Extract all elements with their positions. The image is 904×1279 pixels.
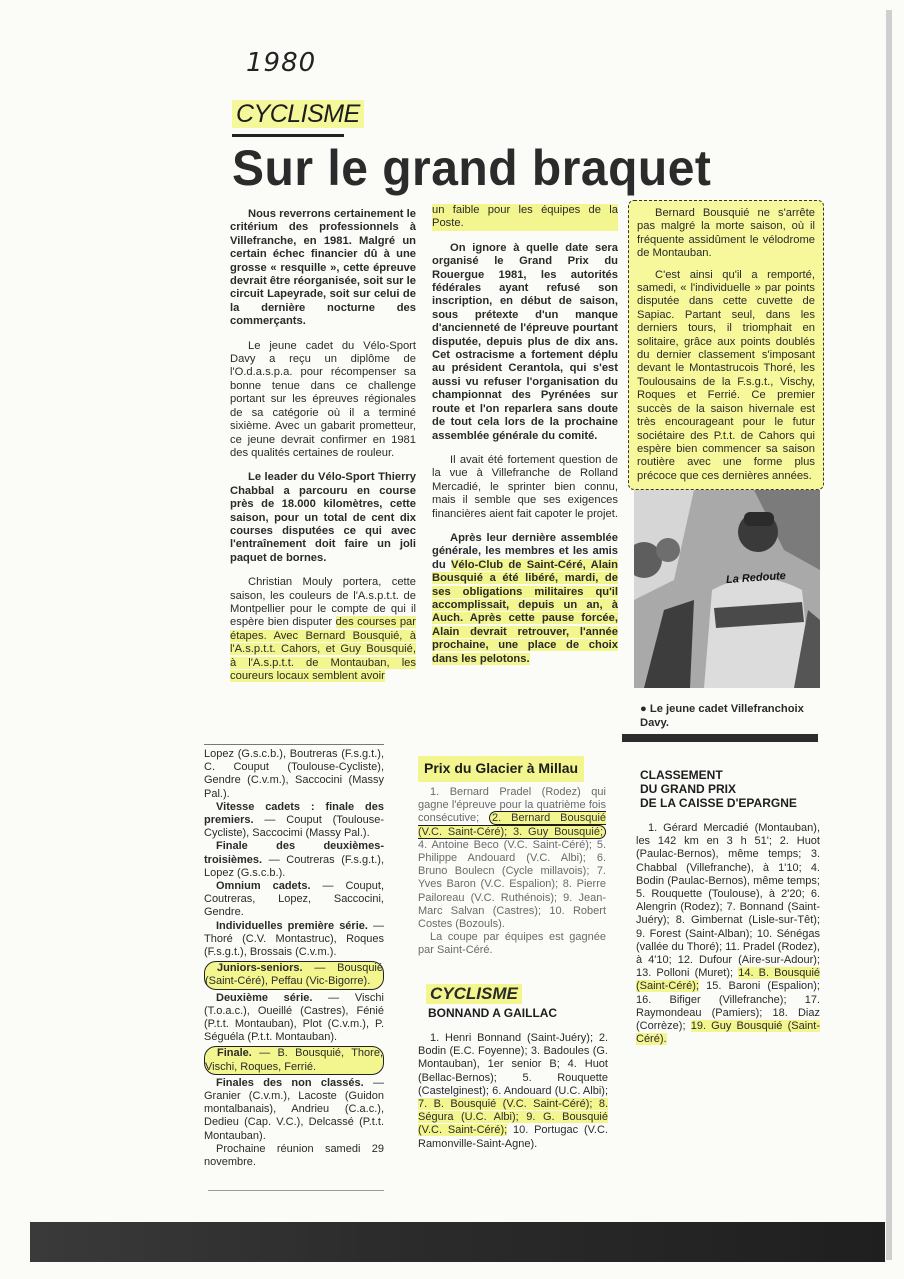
jersey-logo: La Redoute bbox=[725, 569, 787, 587]
mouly-highlight: des courses par étapes. Avec Bernard Bousquié, à l'A.s.p.t.t. Cahors, et Guy Bousquié, à l'A.s.p.t.t. de Montauban, les coureurs locaux semblent avoir bbox=[230, 616, 416, 682]
result-vitesse bbox=[204, 801, 384, 841]
cyclist-illustration bbox=[634, 490, 820, 688]
lead-paragraph: Nous reverrons certainement le critérium des professionnels à Villefranche, en 1981. Malgré un certain échec financier dû à une grosse « resquille », cette épreuve devrait être réorganisée, soit sur le circuit Lapeyrade, soit sur celui de la dernière nocturne des commerçants. bbox=[230, 208, 416, 328]
result-finale-text: — B. Bousquié, Thore, Vischi, Roques, Ferrié. bbox=[205, 1047, 383, 1073]
classement-results bbox=[636, 822, 820, 1046]
mouly-text: Christian Mouly portera, cette saison, les couleurs de l'A.s.p.t.t. de Montpellier pour le compte de qui il espère bien disputer bbox=[230, 576, 416, 629]
result-vitesse-text: — Couput (Toulouse-Cycliste), Saccocimi (Massy Pal.). bbox=[204, 814, 384, 840]
results-column-3 bbox=[636, 822, 820, 1046]
paragraph-leader: Le leader du Vélo-Sport Thierry Chabbal a parcouru en course près de 18.000 kilomètres, cette saison, pour un total de cent dix courses disputées ce qui avec l'entraînement doit faire un joli paquet de bornes. bbox=[230, 471, 416, 564]
scan-edge-right bbox=[886, 10, 892, 1260]
saint-cere-text: Après leur dernière assemblée générale, les membres et les amis du bbox=[432, 531, 618, 571]
results-top-rule bbox=[204, 744, 384, 745]
gaillac-results bbox=[418, 1032, 608, 1151]
result-omnium bbox=[204, 880, 384, 920]
classement-title-line1: CLASSEMENT bbox=[640, 768, 723, 782]
classement-title-line2: DU GRAND PRIX bbox=[640, 782, 737, 796]
article-column-1 bbox=[230, 208, 416, 683]
result-finale-2-3-text: — Coutreras (F.s.g.t.), Lopez (G.s.c.b.). bbox=[204, 853, 384, 879]
result-non-classes-title: Finales des non classés. bbox=[216, 1076, 364, 1089]
result-omnium-text: — Couput, Coutreras, Lopez, Saccocini, Gendre. bbox=[204, 880, 385, 919]
classement-text-c: 15. Baroni (Espalion); 16. Bifiger (Villefranche); 17. Raymondeau (Pamiers); 18. Diaz (Corrèze); bbox=[636, 980, 820, 1033]
classement-text-d: 19. Guy Bousquié (Saint-Céré). bbox=[636, 1020, 821, 1046]
result-finale bbox=[204, 1046, 384, 1074]
result-omnium-title: Omnium cadets. bbox=[216, 880, 311, 893]
gaillac-title: BONNAND A GAILLAC bbox=[428, 1006, 558, 1020]
results-bottom-rule bbox=[208, 1190, 384, 1191]
paragraph-sapiac: C'est ainsi qu'il a remporté, samedi, « l'individuelle » par points disputée dans cette cuvette de Sapiac. Partant seul, dans les derniers tours, il triomphait en solitaire, grâce aux points doublés du dernier classement s'imposant devant le Montastrucois Thoré, les Toulousains de la F.s.g.t., Vischy, Roques et Ferrié. Ce premier succès de la saison hivernale est très encourageant pour le futur sociétaire des P.t.t. de Cahors qui espère bien commencer sa saison routière avec une forme plus précoce que ces dernières années. bbox=[637, 268, 815, 482]
kicker-label: CYCLISME bbox=[232, 100, 364, 128]
results-intro: Lopez (G.s.c.b.), Boutreras (F.s.g.t.), C. Couput (Toulouse-Cycliste), Gendre (C.v.m.), Saccocini (Massy Pal.). bbox=[204, 748, 384, 800]
result-individuelles-title: Individuelles première série. bbox=[216, 919, 368, 932]
classement-title bbox=[640, 768, 797, 810]
result-juniors-text: — Bousquié (Saint-Céré), Peffau (Vic-Bigorre). bbox=[205, 962, 383, 988]
section-kicker bbox=[232, 100, 364, 129]
result-finale-title: Finale. bbox=[217, 1047, 252, 1060]
result-finale-2-3-title: Finale des deuxièmes-troisièmes. bbox=[204, 840, 384, 866]
paragraph-bernard: Bernard Bousquié ne s'arrête pas malgré la morte saison, où il fréquente assidûment le vélodrome de Montauban. bbox=[637, 207, 815, 260]
result-deuxieme-title: Deuxième série. bbox=[216, 991, 313, 1004]
next-meeting: Prochaine réunion samedi 29 novembre. bbox=[204, 1142, 384, 1169]
result-vitesse-title: Vitesse cadets : finale des premiers. bbox=[204, 800, 384, 827]
article-column-2 bbox=[432, 204, 618, 666]
results-column-1 bbox=[204, 748, 384, 1169]
prix-title: Prix du Glacier à Millau bbox=[424, 760, 579, 776]
saint-cere-highlight: Vélo-Club de Saint-Céré, Alain Bousquié a été libéré, mardi, de ses obligations militaires qu'il accomplissait, depuis un an, à Auch. Après cette pause forcée, Alain devrait retrouver, l'année prochaine, une place de choix dans les pelotons. bbox=[432, 558, 618, 665]
headline: Sur le grand braquet bbox=[232, 141, 712, 197]
prix-results-a: 1. Bernard Pradel (Rodez) qui gagne l'épreuve pour la quatrième fois consécutive; bbox=[418, 786, 606, 825]
paragraph-mouly bbox=[230, 576, 416, 683]
result-individuelles bbox=[204, 920, 384, 960]
paragraph-poste: un faible pour les équipes de la Poste. bbox=[432, 204, 618, 230]
second-kicker: CYCLISME bbox=[426, 984, 522, 1004]
prix-results-bousquie: 2. Bernard Bousquié (V.C. Saint-Céré); 3. Guy Bousquié; bbox=[418, 812, 607, 838]
classement-title-line3: DE LA CAISSE D'EPARGNE bbox=[640, 796, 797, 810]
kicker-underline bbox=[232, 134, 344, 137]
prix-results bbox=[418, 786, 606, 931]
result-deuxieme-serie bbox=[204, 992, 384, 1045]
gaillac-text bbox=[418, 1032, 608, 1151]
result-deuxieme-text: — Vischi (T.o.a.c.), Oueillé (Castres), Fénié (P.t.t. Montauban), Plot (C.v.m.), P. Séguéla (P.t.t. Montauban). bbox=[204, 991, 384, 1044]
photo-caption: ● Le jeune cadet Villefranchoix Davy. bbox=[640, 703, 804, 729]
classement-text-a: 1. Gérard Mercadié (Montauban), les 142 km en 3 h 51'; 2. Huot (Paulac-Bernos), même temps; 3. Chabbal (Villefranche), à 1'10; 4. Bodin (Paulac-Bernos), même temps; 5. Rouquette (Toulouse), à 2'20; 6. Alengrin (Rodez); 7. Bonnand (Saint-Juéry); 8. Gimbernat (Lisle-sur-Têt); 9. Forest (Saint-Alban); 10. Sénégas (vallée du Thoré); 11. Pradel (Rodez), à 4'10; 12. Dufour (Aire-sur-Adour); 13. Polloni (Muret); bbox=[636, 822, 820, 980]
result-non-classes bbox=[204, 1077, 384, 1143]
gaillac-text-bousquie: 7. B. Bousquié (V.C. Saint-Céré); 8. Ségura (U.C. Albi); 9. G. Bousquié (V.C. Saint-Céré); bbox=[418, 1098, 608, 1137]
cyclist-photo bbox=[634, 490, 820, 688]
paragraph-rouergue: On ignore à quelle date sera organisé le Grand Prix du Rouergue 1981, les autorités fédérales ayant refusé son inscription, en début de saison, sous prétexte d'un manque d'ancienneté de l'épreuve pourtant disputée, depuis plus de dix ans. Cet ostracisme a fortement déplu au président Cerantola, qui s'est aussi vu refuser l'organisation du championnat des Pyrénées sur route et l'on reparlera sans doute de tout cela lors de la prochaine assemblée générale du comité. bbox=[432, 241, 618, 442]
result-finale-2-3 bbox=[204, 840, 384, 880]
prix-team: La coupe par équipes est gagnée par Saint-Céré. bbox=[418, 931, 606, 957]
gaillac-text-c: 10. Portugac (V.C. Ramonville-Saint-Agne). bbox=[418, 1124, 608, 1150]
paragraph-cadet: Le jeune cadet du Vélo-Sport Davy a reçu un diplôme de l'O.d.a.s.p.a. pour récompenser sa bonne tenue dans ce challenge portant sur les épreuves régionales de sa catégorie où il a terminé sixième. Avec un gabarit prometteur, ce jeune devrait confirmer en 1981 des qualités certaines de rouleur. bbox=[230, 339, 416, 459]
paragraph-mercadie: Il avait été fortement question de la vue à Villefranche de Rolland Mercadié, le sprinter bien connu, mais il semble que ses exigences financières aient fait capoter le projet. bbox=[432, 453, 618, 520]
prix-results-c: 4. Antoine Beco (V.C. Saint-Céré); 5. Philippe Andouard (V.C. Albi); 6. Bruno Boulecn (Cycle millavois); 7. Yves Baron (V.C. Espalion); 8. Pierre Pailoreau (V.C. Ruthénois); 9. Jean-Marc Salvan (Castres); 10. Robert Costes (Bozouls). bbox=[418, 838, 606, 931]
scan-edge-band bbox=[30, 1222, 885, 1262]
result-individuelles-text: — Thoré (C.V. Montastruc), Roques (F.s.g.t.), Brossais (C.v.m.). bbox=[204, 919, 384, 959]
result-juniors-seniors bbox=[204, 961, 384, 989]
results-column-2 bbox=[418, 786, 606, 958]
result-non-classes-text: — Granier (C.v.m.), Lacoste (Guidon montalbanais), Andrieu (C.a.c.), Dedieu (Cap. V.C.), Delcassé (P.t.t. Montauban). bbox=[204, 1076, 384, 1142]
separator-band bbox=[622, 734, 818, 742]
classement-text-b: 14. B. Bousquié (Saint-Céré); bbox=[636, 967, 821, 993]
paragraph-saint-cere bbox=[432, 532, 618, 666]
result-juniors-title: Juniors-seniors. bbox=[217, 962, 303, 975]
handwritten-year: 1980 bbox=[246, 48, 317, 78]
boxed-highlight-paragraphs bbox=[628, 200, 824, 490]
gaillac-text-a: 1. Henri Bonnand (Saint-Juéry); 2. Bodin (E.C. Foyenne); 3. Badoules (G. Montauban), 1er senior B; 4. Huot (Bellac-Bernos); 5. Rouquette (Castelginest); 6. Andouard (U.C. Albi); bbox=[418, 1032, 608, 1097]
